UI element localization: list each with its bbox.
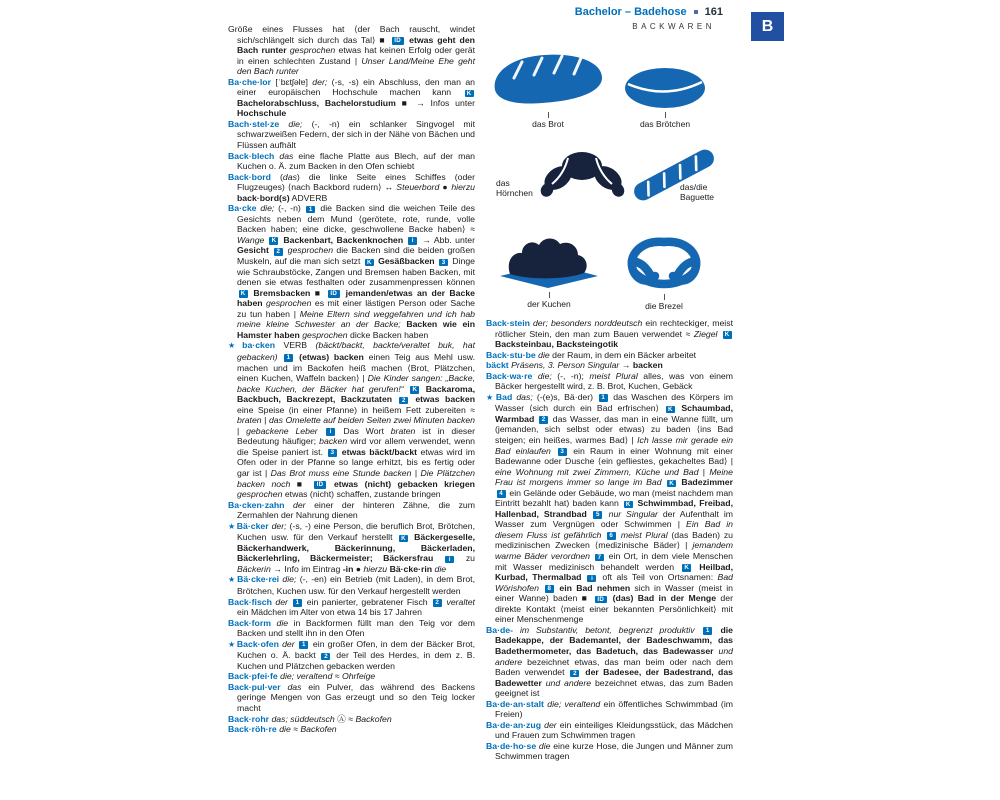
frequency-star-icon: ★ — [228, 521, 236, 531]
caption-tick — [664, 294, 665, 300]
dictionary-entry: Ba·cken·zahn der einer der hinteren Zähne, die zum Zermahlen der Nahrung dienen — [228, 499, 475, 521]
baguette-figure — [628, 144, 720, 206]
sense-number-icon: 1 — [293, 599, 302, 607]
frequency-star-icon: ★ — [486, 392, 495, 402]
headword: Ba·de·an·zug — [486, 719, 542, 730]
page-number: 161 — [704, 6, 723, 18]
headword: Back·stein — [486, 318, 530, 328]
frequency-star-icon: ★ — [228, 341, 242, 351]
sense-number-icon: 6 — [607, 532, 616, 540]
idiom-marker-icon: ID — [314, 481, 326, 489]
sense-number-icon: 1 — [703, 627, 712, 635]
compound-marker-icon: K — [399, 535, 408, 543]
headword: Back·pfei·fe — [228, 671, 278, 682]
hoernchen-illustration — [538, 144, 626, 202]
caption-tick — [548, 112, 549, 118]
dictionary-entry: Ba·de·an·zug der ein einteiliges Kleidungsstück, das Mädchen und Frauen zum Schwimmen tragen — [486, 719, 734, 741]
dictionary-entry: ★Back·ofen der 1 ein großer Ofen, in dem der Bäcker Brot, Kuchen o. Ä. backt 2 der Teil des Herdes, in dem z. B. Kuchen und Plätzchen gebacken werden — [228, 638, 476, 671]
idiom-marker-icon: ID — [595, 596, 607, 604]
headword: Back·form — [228, 617, 271, 628]
caption-tick — [549, 292, 550, 298]
headword: Back·blech — [228, 150, 275, 161]
sense-number-icon: 5 — [593, 511, 602, 519]
sense-number-icon: 2 — [539, 416, 548, 424]
panel-title: BACKWAREN — [632, 22, 715, 31]
dictionary-entry: Back·rohr das; süddeutsch Ⓐ ≈ Backofen — [228, 713, 392, 724]
dictionary-entry: Back·stein der; besonders norddeutsch ein rechteckiger, meist rötlicher Stein, den man zum Bauen verwendet ≈ Ziegel K Backsteinbau, Backsteingotik — [486, 318, 733, 350]
headword: Ba·cken·zahn — [228, 499, 285, 510]
headword: Ba·de- — [486, 624, 514, 635]
right-column — [486, 318, 733, 762]
compound-marker-icon: K — [667, 480, 676, 488]
panel-label: das Hörnchen — [496, 178, 533, 198]
frequency-star-icon: ★ — [228, 639, 236, 649]
bread-figure — [488, 48, 608, 129]
sense-number-icon: 2 — [399, 397, 408, 405]
dictionary-entry: ★Bä·cker der; (-s, -) eine Person, die beruflich Brot, Brötchen, Kuchen usw. für den Verkauf herstellt K Bäckergeselle, Bäckerhandwerk, Bäckerinnung, Bäckerladen, Bäckerlehrling, Bäckermeister; Bäckersfrau i zu Bäckerin → Info im Eintrag -in ● hierzu Bä·cke·rin die — [228, 520, 476, 574]
dictionary-entry: Back·form die in Backformen füllt man den Teig vor dem Backen und stellt ihn in den Ofen — [228, 617, 475, 639]
dictionary-entry: Back·fisch der 1 ein panierter, gebratener Fisch 2 veraltet ein Mädchen im Alter von etwa 14 bis 17 Jahren — [228, 596, 475, 618]
dictionary-entry: bäckt Präsens, 3. Person Singular → backen — [486, 360, 663, 371]
dictionary-entry: Ba·de·an·stalt die; veraltend ein öffentliches Schwimmbad (im Freien) — [486, 698, 733, 720]
headword: Ba·che·lor — [228, 76, 271, 87]
dictionary-entry: Back·stu·be die der Raum, in dem ein Bäcker arbeitet — [486, 349, 697, 360]
brot-illustration — [488, 48, 608, 110]
compound-marker-icon: K — [365, 259, 374, 267]
sense-number-icon: 2 — [321, 653, 330, 661]
sense-number-icon: 8 — [545, 585, 554, 593]
compound-marker-icon: K — [682, 564, 691, 572]
panel-label: das Brötchen — [639, 119, 691, 129]
headword: Back·röh·re — [228, 724, 277, 735]
headword: Back·bord — [228, 171, 271, 182]
sense-number-icon: 2 — [433, 599, 442, 607]
sense-number-icon: 7 — [595, 554, 604, 562]
dictionary-entry: Größe eines Flusses hat ⟨der Bach rauscht, windet sich/schlängelt sich durch das Tal⟩ ■ ID etwas geht den Bach runter gesprochen etwas hat keinen Erfolg oder gerät in einen schlechten Zustand | Unser Land/Meine Ehe geht den Bach runter — [228, 24, 475, 77]
sense-number-icon: 3 — [439, 259, 448, 267]
headword: Ba·de·an·stalt — [486, 698, 544, 709]
dictionary-entry: ★ba·cken VERB (bäckt/backt, backte/veraltet buk, hat gebacken) 1 (etwas) backen einen Teig aus Mehl usw. machen und im Backofen heiß machen ⟨Brot, Plätzchen, einen Kuchen, Waffeln backen⟩ | Die Kinder sangen: „Backe, backe Kuchen, der Bäcker hat gerufen!“ K Backaroma, Backbuch, Backrezept, Backzutaten 2 etwas backen eine Speise (in einer Pfanne) in heißem Fett zubereiten ≈ braten | das Omelette auf beiden Seiten zwei Minuten backen | gebackene Leber i Das Wort braten ist in dieser Bedeutung häufiger; backen wird vor allem verwendet, wenn die Speise paniert ist. 3 etwas bäckt/backt etwas wird im Ofen oder in der Pfanne so lange erhitzt, bis es fertig oder gar ist | Das Brot muss eine Stunde backen | Die Plätzchen backen noch ■ ID etwas (nicht) gebacken kriegen gesprochen etwas (nicht) schaffen, zustande bringen — [228, 340, 476, 500]
headword: Bä·cke·rei — [237, 574, 280, 585]
sense-number-icon: 2 — [570, 670, 579, 678]
separator-square-icon — [694, 10, 698, 14]
dictionary-entry: Back·röh·re die ≈ Backofen — [228, 724, 337, 735]
dictionary-entry: Ba·de·ho·se die eine kurze Hose, die Jungen und Männer zum Schwimmen tragen — [486, 740, 733, 762]
info-marker-icon: i — [408, 237, 417, 245]
frequency-star-icon: ★ — [228, 575, 237, 585]
panel-label: das Brot — [532, 119, 564, 129]
compound-marker-icon: K — [723, 331, 732, 339]
headword: Back·pul·ver — [228, 681, 281, 692]
cake-figure — [494, 226, 604, 309]
dictionary-entry: Back·pfei·fe die; veraltend ≈ Ohrfeige — [228, 671, 376, 682]
dictionary-entry: Bach·stel·ze die; (-, -n) ein schlanker Singvogel mit schwarzweißen Federn, der sich in der Nähe von Bächen und Flüssen aufhält — [228, 118, 475, 151]
headword: ba·cken — [242, 340, 276, 351]
roll-figure — [622, 64, 708, 129]
headword: Bach·stel·ze — [228, 118, 280, 129]
info-marker-icon: i — [587, 575, 596, 583]
sense-number-icon: 1 — [284, 354, 293, 362]
sense-number-icon: 1 — [599, 394, 608, 402]
dictionary-entry: Ba·cke die; (-, -n) 1 die Backen sind die weichen Teile des Gesichts neben dem Mund ⟨gerötete, rote, runde, volle Backen haben; eine dicke, geschwollene Backe haben⟩ ≈ Wange K Backenbart, Backenknochen i → Abb. unter Gesicht 2 gesprochen die Backen sind die beiden großen Muskeln, auf die man sich setzt K Gesäßbacken 3 Dinge wie Schraubstöcke, Zangen und Bremsen haben Backen, mit denen sie etwas festhalten oder zusammenpressen können K Bremsbacken ■ ID jemanden/etwas an der Backe haben gesprochen es mit einer lästigen Person oder Sache zu tun haben | Meine Eltern sind weggefahren und ich hab meine kleine Schwester an der Backe; Backen wie ein Hamster haben gesprochen dicke Backen haben — [228, 203, 476, 340]
headword: Back·rohr — [228, 713, 270, 724]
info-marker-icon: i — [326, 428, 335, 436]
headword: Bä·cker — [236, 520, 269, 531]
sense-number-icon: 3 — [558, 448, 567, 456]
compound-marker-icon: K — [239, 290, 248, 298]
compound-marker-icon: K — [465, 90, 474, 98]
dictionary-entry: Back·wa·re die; (-, -n); meist Plural alles, was von einem Bäcker hergestellt wird, z. B. Brot, Kuchen, Gebäck — [486, 370, 733, 392]
alphabet-tab[interactable]: B — [751, 12, 784, 41]
compound-marker-icon: K — [410, 386, 419, 394]
headword: Back·ofen — [236, 638, 279, 649]
croissant-figure — [496, 144, 626, 202]
compound-marker-icon: K — [269, 237, 278, 245]
headword-range: Bachelor – Badehose — [574, 6, 687, 18]
headword: Ba·de·ho·se — [486, 740, 537, 751]
dictionary-entry: Back·blech das eine flache Platte aus Blech, auf der man Kuchen o. Ä. zum Backen in den Ofen schiebt — [228, 150, 475, 172]
panel-label: der Kuchen — [527, 299, 571, 309]
backwaren-panel — [486, 20, 733, 316]
page-header — [575, 5, 723, 19]
sense-number-icon: 4 — [497, 490, 506, 498]
headword: Back·wa·re — [486, 370, 533, 381]
headword: Ba·cke — [228, 203, 257, 214]
headword: Back·fisch — [228, 596, 272, 607]
sense-number-icon: 2 — [274, 248, 283, 256]
panel-label: das/die Baguette — [680, 182, 715, 202]
panel-label: die Brezel — [645, 301, 683, 311]
kuchen-illustration — [494, 226, 604, 290]
idiom-marker-icon: ID — [392, 37, 404, 45]
sense-number-icon: 1 — [306, 206, 315, 214]
sense-number-icon: 3 — [328, 449, 337, 457]
info-marker-icon: i — [445, 556, 454, 564]
headword: bäckt — [486, 360, 509, 371]
dictionary-entry: Back·bord (das) die linke Seite eines Schiffes (oder Flugzeuges) ⟨nach Backbord rudern⟩ ↔ Steuerbord ● hierzu back·bord(s) ADVERB — [228, 171, 476, 203]
headword: Bad — [495, 391, 513, 402]
sense-number-icon: 1 — [299, 641, 308, 649]
idiom-marker-icon: ID — [328, 290, 340, 298]
compound-marker-icon: K — [624, 501, 633, 509]
left-column — [228, 24, 475, 735]
brezel-illustration — [614, 232, 714, 292]
compound-marker-icon: K — [666, 406, 675, 414]
dictionary-entry: ★Bä·cke·rei die; (-, -en) ein Betrieb (mit Laden), in dem Brot, Brötchen, Kuchen usw. für den Verkauf hergestellt werden — [228, 574, 476, 596]
pretzel-figure — [614, 232, 714, 311]
headword: Back·stu·be — [486, 349, 536, 360]
dictionary-entry: Ba·che·lor [ˈbɛtʃəlɐ] der; (-s, -s) ein Abschluss, den man an einer europäischen Hochschule machen kann K Bachelorabschluss, Bachelorstudium ■ → Infos unter Hochschule — [228, 76, 476, 119]
caption-tick — [665, 112, 666, 118]
broetchen-illustration — [622, 64, 708, 110]
dictionary-entry: Back·pul·ver das ein Pulver, das während des Backens geringe Mengen von Gas erzeugt und so den Teig locker macht — [228, 681, 475, 713]
dictionary-entry: Ba·de- im Substantiv, betont, begrenzt produktiv 1 die Badekappe, der Bademantel, der Badeschwamm, das Badethermometer, das Badetuch, das Badewasser und andere bezeichnet etwas, das man beim oder nach dem Baden verwendet 2 der Badesee, der Badestrand, das Badewetter und andere bezeichnet etwas, das zum Baden geeignet ist — [486, 624, 734, 699]
dictionary-entry: ★Bad das; (-(e)s, Bä·der) 1 das Waschen des Körpers im Wasser ⟨sich durch ein Bad erfrischen⟩ K Schaumbad, Warmbad 2 das Wasser, das man in eine Wanne füllt, um (jemanden, sich selbst oder etwas) zu baden ⟨ins Bad steigen; ein heißes, warmes Bad⟩ | Ich lasse mir gerade ein Bad einlaufen 3 ein Raum in einer Wohnung mit einer Badewanne oder Dusche ⟨ein gefliestes, gekacheltes Bad⟩ | eine Wohnung mit zwei Zimmern, Küche und Bad | Meine Frau ist morgens immer so lange im Bad K Badezimmer 4 ein Gelände oder Gebäude, wo man (meist nachdem man Eintritt bezahlt hat) baden kann K Schwimmbad, Freibad, Hallenbad, Strandbad 5 nur Singular der Aufenthalt im Wasser zum Vergnügen oder Schwimmen | Ein Bad in diesem Fluss ist gefährlich 6 meist Plural (das Baden) zu medizinischen Zwecken ⟨medizinische Bäder⟩ | jemandem warme Bäder verordnen 7 ein Ort, in dem viele Menschen mit Wasser medizinisch behandelt werden K Heilbad, Kurbad, Thermalbad i oft als Teil von Ortsnamen: Bad Wörishofen 8 ein Bad nehmen sich in Wasser (meist in einer Wanne) baden ■ ID (das) Bad in der Menge der direkte Kontakt ⟨meist einer bekannten Persönlichkeit⟩ mit einer Menschenmenge — [486, 391, 734, 625]
